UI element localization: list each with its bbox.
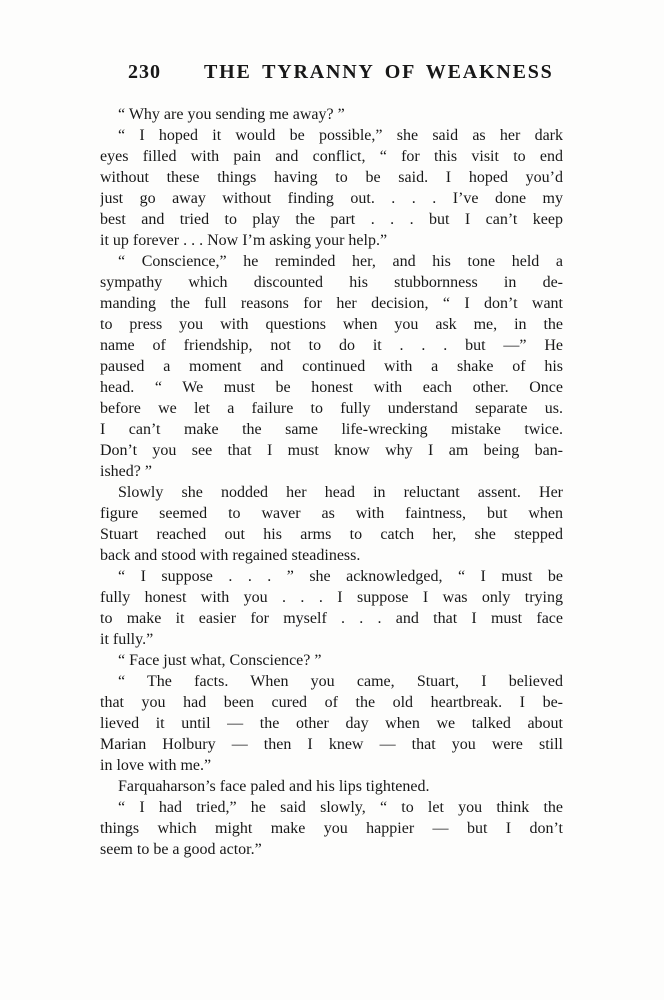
text-line: best and tried to play the part . . . but I can’t keep [100,211,563,228]
running-title: THE TYRANNY OF WEAKNESS [204,61,554,83]
text-line: Slowly she nodded her head in reluctant assent. Her [118,484,563,501]
page-number: 230 [128,61,161,83]
text-line: ished? ” [100,463,152,480]
text-line: I can’t make the same life-wrecking mistake twice. [100,421,563,438]
text-line: head. “ We must be honest with each other. Once [100,379,563,396]
paragraph [100,251,563,482]
page-header [0,61,664,87]
text-line: Marian Holbury — then I knew — that you were still [100,736,563,753]
text-line: before we let a failure to fully understand separate us. [100,400,563,417]
text-line: eyes filled with pain and conflict, “ for this visit to end [100,148,563,165]
text-line: “ Face just what, Conscience? ” [118,652,322,669]
paragraph [100,797,563,860]
text-line: “ Conscience,” he reminded her, and his tone held a [118,253,563,270]
text-line: back and stood with regained steadiness. [100,547,361,564]
text-line: “ I suppose . . . ” she acknowledged, “ I must be [118,568,563,585]
text-line: “ The facts. When you came, Stuart, I believed [118,673,563,690]
text-line: “ Why are you sending me away? ” [118,106,345,123]
paragraph [100,566,563,650]
paragraph [100,671,563,776]
paragraph [100,776,563,797]
text-line: just go away without finding out. . . . I’ve done my [100,190,563,207]
text-line: “ I had tried,” he said slowly, “ to let you think the [118,799,563,816]
text-line: to press you with questions when you ask me, in the [100,316,563,333]
paragraph [100,125,563,251]
paragraph [100,650,563,671]
text-line: lieved it until — the other day when we talked about [100,715,563,732]
text-line: manding the full reasons for her decision, “ I don’t want [100,295,563,312]
text-line: without these things having to be said. I hoped you’d [100,169,563,186]
text-line: Stuart reached out his arms to catch her, she stepped [100,526,563,543]
text-line: things which might make you happier — but I don’t [100,820,563,837]
text-line: fully honest with you . . . I suppose I was only trying [100,589,563,606]
text-line: that you had been cured of the old heartbreak. I be- [100,694,563,711]
paragraph [100,482,563,566]
text-line: Farquaharson’s face paled and his lips tightened. [118,778,430,795]
text-line: it up forever . . . Now I’m asking your help.” [100,232,388,249]
text-line: sympathy which discounted his stubbornness in de- [100,274,563,291]
text-line: it fully.” [100,631,154,648]
text-line: in love with me.” [100,757,212,774]
text-line: to make it easier for myself . . . and that I must face [100,610,563,627]
text-line: Don’t you see that I must know why I am being ban- [100,442,563,459]
text-line: name of friendship, not to do it . . . but —” He [100,337,563,354]
text-line: paused a moment and continued with a shake of his [100,358,563,375]
paragraph [100,104,563,125]
text-line: “ I hoped it would be possible,” she said as her dark [118,127,563,144]
text-line: seem to be a good actor.” [100,841,262,858]
page-body [100,104,563,860]
text-line: figure seemed to waver as with faintness, but when [100,505,563,522]
